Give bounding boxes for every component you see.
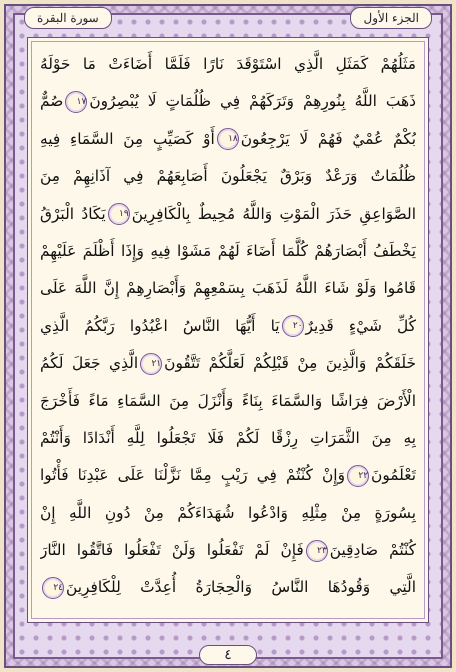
ayah-number-marker: ٢٣ [306, 540, 328, 562]
text-line [40, 532, 416, 569]
text-line [40, 121, 416, 158]
verse-text: مَثَلُهُمْ كَمَثَلِ الَّذِي اسْتَوْقَدَ نَارًا فَلَمَّا أَضَاءَتْ مَا حَوْلَهُ [40, 55, 416, 73]
verse-text: الْأَرْضَ فِرَاشًا وَالسَّمَاءَ بِنَاءً وَأَنْزَلَ مِنَ السَّمَاءِ مَاءً فَأَخْرَجَ [40, 391, 416, 410]
text-line [40, 569, 416, 606]
verse-text: الَّذِي جَعَلَ لَكُمُ [40, 354, 139, 373]
juz-label: الجزء الأول [350, 7, 432, 29]
text-line [40, 46, 416, 83]
text-line [40, 158, 416, 195]
text-line [40, 383, 416, 420]
ayah-number-marker: ٢٠ [282, 315, 304, 337]
verse-text: الصَّوَاعِقِ حَذَرَ الْمَوْتِ وَاللَّهُ مُحِيطٌ بِالْكَافِرِينَ [131, 204, 416, 223]
verse-text: صُمٌّ [40, 92, 64, 111]
page-number: ٤ [199, 645, 257, 665]
ayah-number-marker: ٢١ [140, 353, 162, 375]
verse-text: يَا أَيُّهَا النَّاسُ اعْبُدُوا رَبَّكُمُ الَّذِي [40, 316, 280, 335]
text-line [40, 233, 416, 270]
page-footer [0, 644, 456, 666]
verse-text: وَإِنْ كُنْتُمْ فِي رَيْبٍ مِمَّا نَزَّلْنَا عَلَى عَبْدِنَا فَأْتُوا [40, 466, 346, 485]
verse-text: كُنْتُمْ صَادِقِينَ [329, 541, 416, 560]
surah-name-label: سورة البقرة [24, 7, 112, 29]
text-line [40, 495, 416, 532]
ayah-number-marker: ٢٢ [347, 465, 369, 487]
ayah-number-marker: ١٩ [108, 203, 130, 225]
verse-text: يَخْطَفُ أَبْصَارَهُمْ كُلَّمَا أَضَاءَ لَهُمْ مَشَوْا فِيهِ وَإِذَا أَظْلَمَ عَلَيْهِمْ [40, 241, 416, 260]
verse-text: قَامُوا وَلَوْ شَاءَ اللَّهُ لَذَهَبَ بِسَمْعِهِمْ وَأَبْصَارِهِمْ إِنَّ اللَّهَ عَلَى [40, 279, 416, 298]
text-line [40, 83, 416, 120]
ayah-number-marker: ٢٤ [42, 577, 64, 599]
verse-text: بُكْمٌ عُمْيٌ فَهُمْ لَا يَرْجِعُونَ [240, 129, 416, 148]
text-line [40, 457, 416, 494]
ayah-number-marker: ١٧ [65, 91, 87, 113]
text-line [40, 345, 416, 382]
verse-text: أَوْ كَصَيِّبٍ مِنَ السَّمَاءِ فِيهِ [40, 129, 215, 148]
verse-text: يَكَادُ الْبَرْقُ [40, 204, 106, 223]
verse-text: ظُلُمَاتٌ وَرَعْدٌ وَبَرْقٌ يَجْعَلُونَ أَصَابِعَهُمْ فِي آذَانِهِمْ مِنَ [40, 167, 416, 186]
ayah-number-marker: ١٨ [217, 128, 239, 150]
text-line [40, 270, 416, 307]
verse-text: بِهِ مِنَ الثَّمَرَاتِ رِزْقًا لَكُمْ فَلَا تَجْعَلُوا لِلَّهِ أَنْدَادًا وَأَنْتُمْ [40, 428, 416, 447]
verse-text: بِسُورَةٍ مِنْ مِثْلِهِ وَادْعُوا شُهَدَاءَكُمْ مِنْ دُونِ اللَّهِ إِنْ [40, 503, 416, 522]
text-line [40, 196, 416, 233]
quran-text-lines [40, 46, 416, 607]
verse-text: خَلَقَكُمْ وَالَّذِينَ مِنْ قَبْلِكُمْ لَعَلَّكُمْ تَتَّقُونَ [164, 354, 416, 373]
verse-text: تَعْلَمُونَ [371, 466, 416, 485]
text-line [40, 420, 416, 457]
page-header [24, 6, 432, 30]
verse-text: كُلِّ شَيْءٍ قَدِيرٌ [305, 316, 416, 335]
text-line [40, 308, 416, 345]
verse-text: فَإِنْ لَمْ تَفْعَلُوا وَلَنْ تَفْعَلُوا فَاتَّقُوا النَّارَ [40, 541, 304, 560]
verse-text: ذَهَبَ اللَّهُ بِنُورِهِمْ وَتَرَكَهُمْ فِي ظُلُمَاتٍ لَا يُبْصِرُونَ [89, 92, 416, 111]
verse-text: الَّتِي وَقُودُهَا النَّاسُ وَالْحِجَارَةُ أُعِدَّتْ لِلْكَافِرِينَ [66, 578, 416, 597]
